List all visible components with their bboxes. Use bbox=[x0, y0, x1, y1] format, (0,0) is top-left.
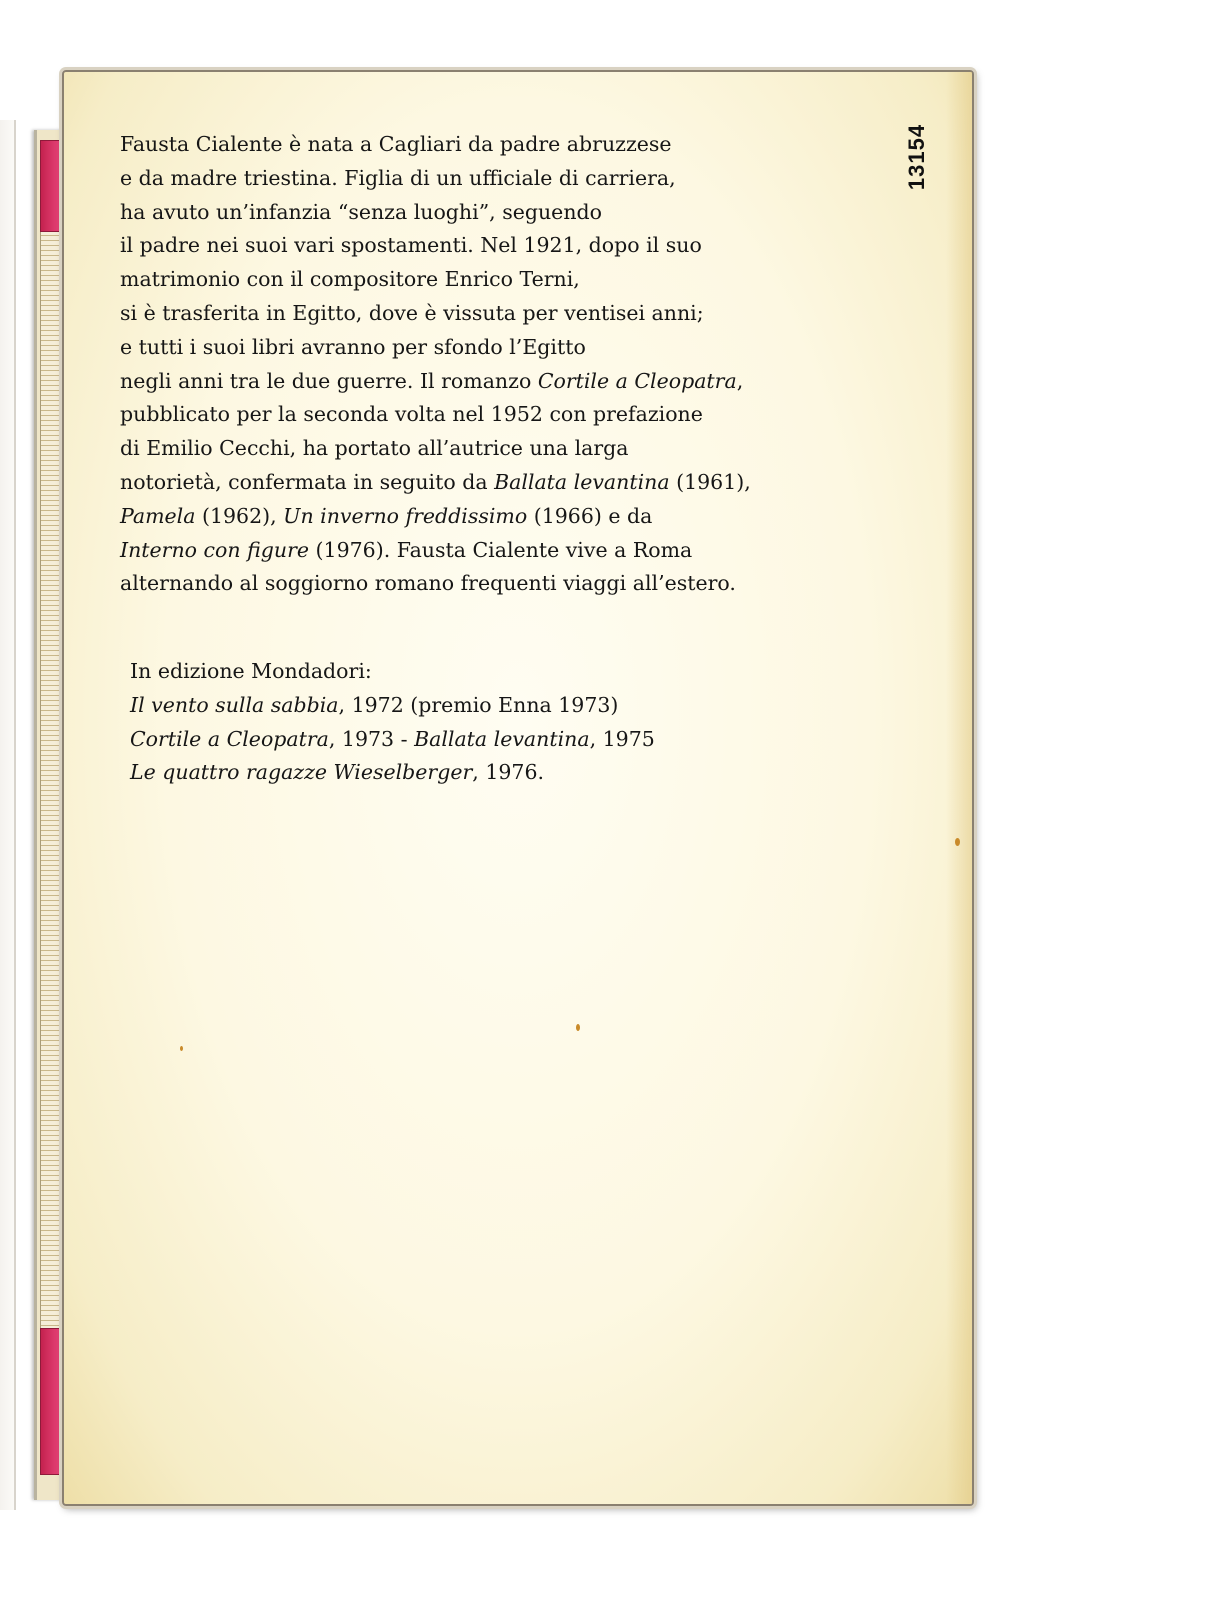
line-text: , bbox=[736, 368, 744, 393]
bio-line bbox=[120, 466, 840, 500]
spine-band-top bbox=[40, 140, 62, 232]
stain-speck bbox=[180, 1046, 183, 1051]
bio-line bbox=[120, 365, 840, 399]
bio-line bbox=[120, 567, 840, 601]
page-edges bbox=[40, 215, 60, 1465]
line-text: , 1972 (premio Enna 1973) bbox=[338, 692, 619, 717]
italic-title-text: Le quattro ragazze Wieselberger bbox=[130, 760, 473, 785]
line-text: pubblicato per la seconda volta nel 1952 con prefazione bbox=[120, 402, 703, 427]
edition-entry bbox=[130, 723, 830, 757]
bio-line bbox=[120, 128, 840, 162]
stain-speck bbox=[955, 838, 960, 846]
line-text: (1961), bbox=[669, 469, 751, 494]
line-text: , 1973 - bbox=[328, 726, 415, 751]
line-text: il padre nei suoi vari spostamenti. Nel 1921, dopo il suo bbox=[120, 233, 702, 258]
line-text: ha avuto un’infanzia “senza luoghi”, seguendo bbox=[120, 199, 602, 224]
edition-entry bbox=[130, 689, 830, 723]
author-biography bbox=[120, 128, 840, 601]
edition-entry bbox=[130, 756, 830, 790]
spine-band-bottom bbox=[40, 1328, 62, 1475]
line-text: si è trasferita in Egitto, dove è vissuta per ventisei anni; bbox=[120, 300, 704, 325]
bio-line bbox=[120, 398, 840, 432]
italic-title-text: Cortile a Cleopatra bbox=[537, 368, 737, 393]
editions-list bbox=[130, 655, 830, 790]
bio-line bbox=[120, 331, 840, 365]
line-text: , 1975 bbox=[589, 726, 655, 751]
italic-title-text: Pamela bbox=[120, 503, 196, 528]
bio-line bbox=[120, 162, 840, 196]
line-text: (1966) e da bbox=[527, 503, 653, 528]
italic-title-text: Il vento sulla sabbia bbox=[130, 692, 339, 717]
line-text: (1962), bbox=[195, 503, 284, 528]
italic-title-text: Un inverno freddissimo bbox=[283, 503, 528, 528]
line-text: alternando al soggiorno romano frequenti viaggi all’estero. bbox=[120, 571, 736, 596]
bio-line bbox=[120, 263, 840, 297]
editions-heading bbox=[130, 655, 830, 689]
line-text: e tutti i suoi libri avranno per sfondo l’Egitto bbox=[120, 334, 586, 359]
italic-title-text: Ballata levantina bbox=[414, 726, 590, 751]
italic-title-text: Ballata levantina bbox=[494, 469, 670, 494]
bio-line bbox=[120, 196, 840, 230]
line-text: (1976). Fausta Cialente vive a Roma bbox=[309, 537, 693, 562]
bio-line bbox=[120, 432, 840, 466]
bio-line bbox=[120, 229, 840, 263]
bio-line bbox=[120, 500, 840, 534]
stain-speck bbox=[576, 1024, 580, 1031]
line-text: , 1976. bbox=[472, 760, 545, 785]
line-text: notorietà, confermata in seguito da bbox=[120, 469, 495, 494]
line-text: In edizione Mondadori: bbox=[130, 659, 372, 683]
bio-line bbox=[120, 534, 840, 568]
line-text: e da madre triestina. Figlia di un ufficiale di carriera, bbox=[120, 165, 676, 190]
italic-title-text: Interno con figure bbox=[120, 537, 310, 562]
line-text: matrimonio con il compositore Enrico Terni, bbox=[120, 267, 580, 292]
catalog-number: 13154 bbox=[904, 123, 929, 191]
line-text: Fausta Cialente è nata a Cagliari da padre abruzzese bbox=[120, 132, 672, 156]
bio-line bbox=[120, 297, 840, 331]
scan-edge bbox=[0, 120, 16, 1510]
line-text: negli anni tra le due guerre. Il romanzo bbox=[120, 368, 538, 393]
line-text: di Emilio Cecchi, ha portato all’autrice una larga bbox=[120, 436, 629, 461]
italic-title-text: Cortile a Cleopatra bbox=[130, 726, 329, 751]
